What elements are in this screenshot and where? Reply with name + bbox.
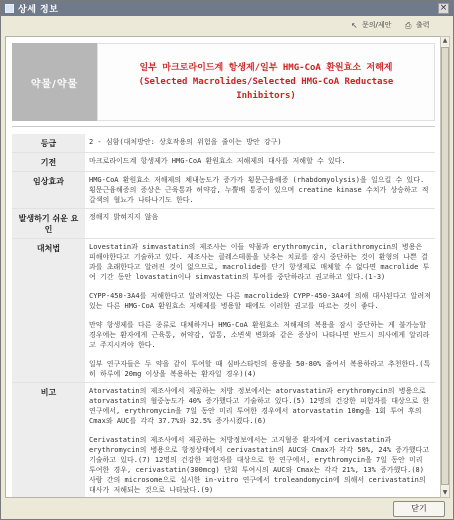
row-text: 마크로라이드계 항생제가 HMG-CoA 환원효소 저해제의 대사를 저해할 수 있다. [89,157,346,165]
row-label: 기전 [12,153,85,172]
scroll-down-icon[interactable]: ▼ [442,489,448,496]
row-text: 일부 연구자들은 두 약을 같이 투여할 때 심바스타틴의 용량을 50-80% 줄여서 복용하라고 추천한다.(특히 하루에 20mg 이상을 복용하는 환자일 경우)(4) [89,360,431,378]
row-label: 비고 [12,383,85,499]
window-title: 상세 정보 [18,5,59,15]
row-label: 발생하기 쉬운 요인 [12,209,85,239]
inquiry-label: 문의/제안 [362,21,392,29]
row-grade [12,134,435,153]
row-clinical-effect [12,172,435,209]
divider [12,126,435,127]
row-value [85,209,435,239]
row-label: 임상효과 [12,172,85,209]
cursor-icon: ↖ [351,20,358,30]
vertical-scrollbar[interactable] [440,36,450,498]
scroll-thumb[interactable] [441,47,449,485]
row-value [85,383,435,499]
printer-icon: ⎙ [405,20,412,30]
drug-name-english-2: Inhibitors) [236,91,296,101]
row-label: 대처법 [12,239,85,383]
window-close-button[interactable]: × [439,3,448,13]
row-text: 정해지 밝혀지지 않음 [89,213,159,221]
row-text: 만약 항생제를 다른 종류로 대체하거나 HMG-CoA 환원효소 저해제의 복용을 잠시 중단하는 게 불가능할 경우에는 환자에게 근육통, 허약감, 압통, 소변색 변화와 같은 증상이 나타나면 반드시 의사에게 알리라고 주지시켜야 한다. [89,321,430,349]
row-mechanism [12,153,435,172]
drug-name [97,43,435,121]
title-bar [1,1,453,16]
print-label: 출력 [416,21,430,29]
row-label: 등급 [12,134,85,153]
drug-name-english-1: (Selected Macrolides/Selected HMG-CoA Reductase [138,77,394,87]
row-text: CYPP-450-3A4를 저해한다고 알려져있는 다른 macrolide와 CYPP-450-3A4에 의해 대사된다고 알려져 있는 다른 HMG-CoA 환원효소 저해제를 병용할 때에도 이러한 권고를 따르는 것이 좋다. [89,292,431,310]
row-text: Atorvastatin의 제조사에서 제공하는 처방 정보에서는 atorvastatin과 erythromycin의 병용으로 atorvastatin의 혈중농도가 40% 증가했다고 기술하고 있다.(5) 12명의 건강한 피험자를 대상으로 한 연구에서, erythromycin을 7일 동안 미리 투여한 경우에서 atorvastatin 10mg을 1회 투여 후의 Cmax와 AUC를 각각 37.7%와 32.5% 증가시켰다.(6) [89,387,430,425]
detail-content [5,36,442,498]
interaction-info-table [12,134,435,498]
footer [1,497,453,519]
row-text: HMG-CoA 환원효소 저해제의 체내농도가 증가가 횡문근융해증 (rhabdomyolysis)을 일으킬 수 있다. 횡문근융해증의 증상은 근육통과 허약감, 누뿔배 통증이 있으며 creatine kinase 수치가 상승하고 적갈색의 혈뇨가 나타나기도 한다. [89,176,429,204]
drug-header [12,43,435,121]
row-value [85,239,435,383]
row-value [85,153,435,172]
drug-name-korean: 일부 마크로라이드계 항생제/일부 HMG-CoA 환원효소 저해제 [139,63,393,73]
row-text: Lovestatin과 simvastatin의 제조사는 이들 약물과 erythromycin, clarithromycin의 병용은 피해야한다고 기술하고 있다. 제조사는 클레스테롤을 낮추는 치료를 잠시 중단하는 것이 환형의 나쁜 결과를 초래한다고 알려진 것이 없으므로, macrolide를 단기 항생제로 매체할 수 없다면 macrolide 투여 기간 동안 lovastatin이나 simvastatin의 투여를 중단하라고 권고하고 있다.(1-3) [89,243,430,281]
inquiry-button[interactable] [351,19,391,31]
row-remarks [12,383,435,499]
window-icon [5,4,14,13]
row-text: Cerivastatin의 제조사에서 제공하는 처방정보에서는 고지혈증 환자에게 cerivastatin과 erythromycin의 병용으로 항정상태에서 cerivastatin의 AUC와 Cmax가 각각 50%, 24% 증가했다고 기술하고 있다.(7) 12명의 건강한 피험자를 대상으로 한 연구에서, erythromycin을 7일 동안 미리 투여한 경우, cerivastatin(300mcg) 단회 투여시의 AUC와 Cmax는 각각 21%, 13% 증가했다.(8) 사람 간의 microsome으로 실시한 in-vitro 연구에서 troleandomycin에 의해서 cerivastatin의 대사가 저해되는 것으로 나타났다.(9) [89,436,430,494]
scroll-up-icon[interactable]: ▲ [442,37,448,44]
row-text: 2 - 심함(대처방안: 상호작용의 위험을 줄이는 방안 강구) [89,138,282,146]
print-button[interactable] [405,19,430,31]
drug-label: 약물/약물 [12,43,97,121]
row-value [85,134,435,153]
row-value [85,172,435,209]
close-button[interactable]: 닫기 [393,501,445,517]
row-risk-factors [12,209,435,239]
toolbar [1,16,453,34]
row-management [12,239,435,383]
